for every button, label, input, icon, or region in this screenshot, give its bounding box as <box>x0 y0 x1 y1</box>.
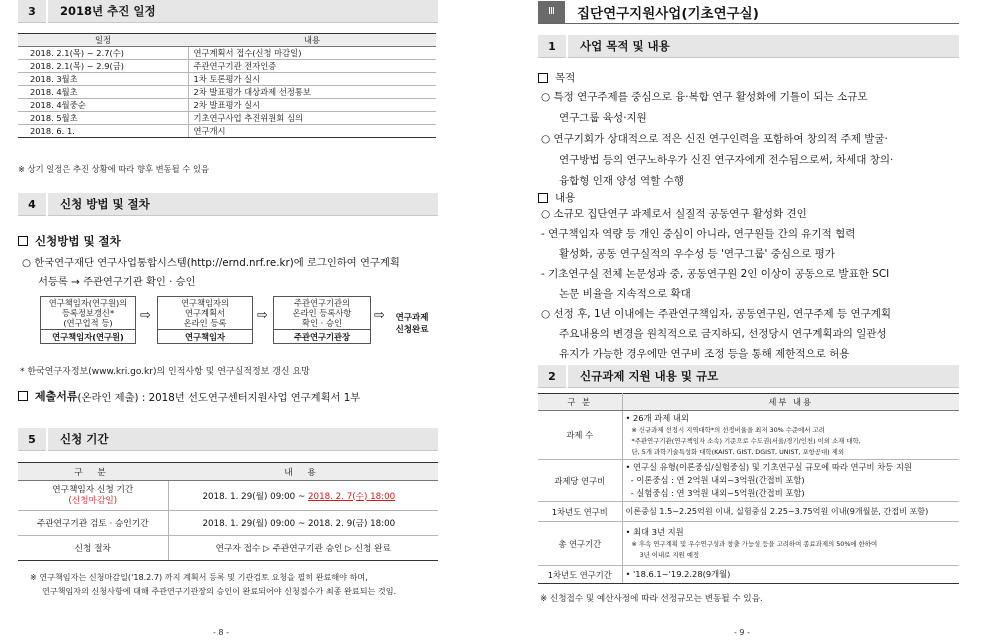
purpose-line: ○ 연구기회가 상대적으로 적은 신진 연구인력을 포함하여 창의적 주제 발굴· <box>541 133 888 145</box>
section3-title: 2018년 추진 일정 <box>60 4 156 18</box>
section5-number: 5 <box>18 428 48 451</box>
schedule-date: 2018. 4월초 <box>18 86 188 99</box>
flow-note: * 한국연구자정보(www.kri.go.kr)의 인적사항 및 연구실적정보 갱신 요망 <box>20 367 310 377</box>
table-header-row <box>18 34 436 47</box>
page-number: - 8 - <box>213 628 229 637</box>
section1-number: 1 <box>538 35 568 58</box>
submission-heading <box>18 388 360 404</box>
support-detail <box>622 502 959 522</box>
section4-number: 4 <box>18 193 48 216</box>
flow-step-text: 연구책임자(연구원)의 등록정보갱신* (연구업적 등) <box>48 298 128 328</box>
flow-arrow-icon: ⇨ <box>140 308 151 323</box>
submission-label: 제출서류 <box>35 390 78 403</box>
support-detail-line: • 연구실 유형(이론중심/실험중심) 및 기초연구실 규모에 따라 연구비 차등 지원 <box>625 462 912 472</box>
support-detail-line: - 이론중심 : 연 2억원 내외~3억원(간접비 포함) <box>625 475 805 485</box>
column-header: 일정 <box>18 34 188 47</box>
section5-title: 신청 기간 <box>60 432 109 446</box>
content-line: 주요내용의 변경을 원칙적으로 금지하되, 선정당시 연구계획과의 일관성 <box>559 328 887 340</box>
flow-step-text: 연구책임자의 연구계획서 온라인 등록 <box>180 298 230 328</box>
period-value: 연구자 접수 ▷ 주관연구기관 승인 ▷ 신청 완료 <box>168 536 438 561</box>
table-row <box>538 411 959 460</box>
column-header: 구 분 <box>538 394 622 411</box>
support-label: 과제 수 <box>538 411 622 460</box>
support-label: 총 연구기간 <box>538 522 622 566</box>
schedule-content: 2차 발표평가 실시 <box>188 99 436 112</box>
schedule-date: 2018. 2.1(목) ~ 2.7(수) <box>18 47 188 60</box>
method-line: 서등록 → 주관연구기관 확인 · 승인 <box>38 276 196 288</box>
period-value: 2018. 1. 29(월) 09:00 ~ 2018. 2. 9(금) 18:00 <box>168 511 438 536</box>
column-header: 내 용 <box>168 463 438 481</box>
section1-title: 사업 목적 및 내용 <box>580 39 670 53</box>
table-row <box>18 86 436 99</box>
period-value <box>168 481 438 511</box>
table-row <box>538 522 959 566</box>
section1-header <box>538 35 959 58</box>
support-table <box>538 393 959 584</box>
section4-title: 신청 방법 및 절차 <box>60 197 150 211</box>
section2-number: 2 <box>538 365 568 388</box>
table-row <box>18 60 436 73</box>
chapter-title: 집단연구지원사업(기초연구실) <box>577 5 759 22</box>
period-note: 연구책임자의 신청사항에 대해 주관연구기관장의 승인이 완료되어야 신청접수가 최종 완료되는 것임. <box>42 586 397 596</box>
flow-final-step: 연구과제 신청완료 <box>395 313 429 335</box>
chapter-number: Ⅲ <box>538 1 565 23</box>
support-detail <box>622 411 959 460</box>
column-header: 내용 <box>188 34 436 47</box>
table-row <box>18 125 436 138</box>
checkbox-square-icon <box>18 236 28 246</box>
column-header: 세부 내용 <box>622 394 959 411</box>
method-heading-text: 신청방법 및 절차 <box>35 234 121 248</box>
table-row <box>18 511 438 536</box>
table-row <box>18 99 436 112</box>
purpose-line: 연구그룹 육성·지원 <box>559 112 647 124</box>
support-detail-line: 이론중심 1.5~2.25억원 이내, 실험중심 2.25~3.75억원 이내(9개월분, 간접비 포함) <box>625 506 929 516</box>
schedule-date: 2018. 3월초 <box>18 73 188 86</box>
flow-step-text: 주관연구기관의 온라인 등록사항 확인 · 승인 <box>292 298 352 328</box>
table-row <box>18 481 438 511</box>
schedule-content: 2차 발표평가 대상과제 선정통보 <box>188 86 436 99</box>
table-row <box>18 73 436 86</box>
period-label: 주관연구기관 검토 · 승인기간 <box>18 511 168 536</box>
content-line: 논문 비율을 지속적으로 확대 <box>559 288 691 300</box>
period-note: ※ 연구책임자는 신청마감일('18.2.7) 까지 계획서 등록 및 기관검토 요청을 필히 완료해야 하며, <box>30 572 368 582</box>
flow-step-role: 주관연구기관장 <box>274 329 370 344</box>
period-label-sub: (신청마감일) <box>68 495 118 506</box>
flow-step-role: 연구책임자 <box>158 329 252 344</box>
content-line: 유지가 가능한 경우에만 연구비 조정 등을 통해 제한적으로 허용 <box>559 348 850 360</box>
schedule-table <box>18 33 436 138</box>
purpose-line: 연구방법 등의 연구노하우가 신진 연구자에게 전수됨으로써, 차세대 창의· <box>559 154 894 166</box>
section5-header <box>18 428 438 451</box>
support-detail-line: • '18.6.1~'19.2.28(9개월) <box>625 569 731 579</box>
table-row <box>538 502 959 522</box>
section3-header <box>18 0 438 23</box>
table-row <box>18 47 436 60</box>
table-header-row <box>538 394 959 411</box>
period-table <box>18 462 438 561</box>
support-detail <box>622 566 959 584</box>
support-fine-print: ※ 후속 연구계획 및 우수연구성과 창출 가능성 등을 고려하여 종료과제의 50%에 한하여 <box>631 540 878 548</box>
flow-step-2 <box>157 296 253 344</box>
submission-text: (온라인 제출) : 2018년 선도연구센터지원사업 연구계획서 1부 <box>77 391 361 404</box>
support-label: 1차년도 연구비 <box>538 502 622 522</box>
support-label: 1차년도 연구기간 <box>538 566 622 584</box>
chapter-header <box>538 0 959 24</box>
schedule-date: 2018. 2.1(목) ~ 2.9(금) <box>18 60 188 73</box>
period-label-main: 연구책임자 신청 기간 <box>52 484 134 495</box>
period-label: 신청 절차 <box>18 536 168 561</box>
content-heading <box>538 190 575 205</box>
table-row <box>538 566 959 584</box>
support-fine-print: 3년 이내로 지원 예정 <box>639 551 700 559</box>
content-line: ○ 선정 후, 1년 이내에는 주관연구책임자, 공동연구원, 연구주제 등 연구계획 <box>541 308 892 320</box>
support-detail-line: • 최대 3년 지원 <box>625 527 684 537</box>
schedule-note: ※ 상기 일정은 추진 상황에 따라 향후 변동될 수 있음 <box>18 164 209 174</box>
purpose-heading <box>538 70 575 85</box>
support-detail-line: • 26개 과제 내외 <box>625 413 689 423</box>
schedule-content: 1차 토론평가 실시 <box>188 73 436 86</box>
checkbox-square-icon <box>18 391 28 401</box>
section2-header <box>538 365 959 388</box>
support-detail <box>622 460 959 502</box>
schedule-content: 주관연구기관 전자인증 <box>188 60 436 73</box>
table-header-row <box>18 463 438 481</box>
right-page <box>510 0 1000 641</box>
content-heading-text: 내용 <box>555 192 576 204</box>
period-label <box>18 481 168 511</box>
content-line: 활성화, 공동 연구실적의 우수성 등 '연구그룹' 중심으로 평가 <box>559 248 835 260</box>
period-start: 2018. 1. 29(월) 09:00 ~ <box>202 491 309 502</box>
deadline-highlight: 2018. 2. 7(수) 18:00 <box>308 491 396 502</box>
schedule-content: 연구계획서 접수(신청 마감일) <box>188 47 436 60</box>
flow-step-1 <box>40 296 136 344</box>
support-detail <box>622 522 959 566</box>
flow-arrow-icon: ⇨ <box>257 308 268 323</box>
column-header: 구 분 <box>18 463 168 481</box>
checkbox-square-icon <box>538 193 548 203</box>
support-fine-print: 단, 5개 과학기술특성화 대학(KAIST, GIST, DGIST, UNIST, 포항공대) 제외 <box>631 448 845 456</box>
purpose-line: 융합형 인재 양성 역할 수행 <box>559 175 684 187</box>
table-row <box>18 112 436 125</box>
schedule-content: 연구개시 <box>188 125 436 138</box>
purpose-heading-text: 목적 <box>555 72 576 84</box>
support-label: 과제당 연구비 <box>538 460 622 502</box>
section4-header <box>18 193 438 216</box>
flow-arrow-icon: ⇨ <box>374 308 385 323</box>
table-row <box>538 460 959 502</box>
content-line: - 연구책임자 역량 등 개인 중심이 아니라, 연구원들 간의 유기적 협력 <box>541 228 856 240</box>
support-fine-print: ※ 신규과제 선정시 지역대학*의 선정비율을 최저 30% 수준에서 고려 <box>631 426 825 434</box>
support-fine-print: *주관연구기관(연구책임자 소속) 기준으로 수도권(서울/경기/인천) 이외 소재 대학, <box>631 437 861 445</box>
flow-step-role: 연구책임자(연구원) <box>41 329 135 344</box>
content-line: - 기초연구실 전체 논문성과 중, 공동연구원 2인 이상이 공동으로 발표한 SCI <box>541 268 890 280</box>
method-line: ○ 한국연구재단 연구사업통합시스템(http://ernd.nrf.re.kr)에 로그인하여 연구계획 <box>22 257 400 269</box>
table-row <box>18 536 438 561</box>
left-page <box>0 0 490 641</box>
flow-step-3 <box>273 296 371 344</box>
purpose-line: ○ 특정 연구주제를 중심으로 융·복합 연구 활성화에 기틀이 되는 소규모 <box>541 91 868 103</box>
schedule-date: 2018. 6. 1. <box>18 125 188 138</box>
support-note: ※ 신청접수 및 예산사정에 따라 선정규모는 변동될 수 있음. <box>540 594 763 604</box>
content-line: ○ 소규모 집단연구 과제로서 실질적 공동연구 활성화 견인 <box>541 208 807 220</box>
schedule-date: 2018. 5월초 <box>18 112 188 125</box>
section2-title: 신규과제 지원 내용 및 규모 <box>580 369 719 383</box>
page-number: - 9 - <box>734 628 750 637</box>
schedule-content: 기초연구사업 추진위원회 심의 <box>188 112 436 125</box>
method-heading <box>18 233 121 249</box>
schedule-date: 2018. 4월중순 <box>18 99 188 112</box>
support-detail-line: - 실험중심 : 연 3억원 내외~5억원(간접비 포함) <box>625 488 805 498</box>
checkbox-square-icon <box>538 73 548 83</box>
section3-number: 3 <box>18 0 48 23</box>
